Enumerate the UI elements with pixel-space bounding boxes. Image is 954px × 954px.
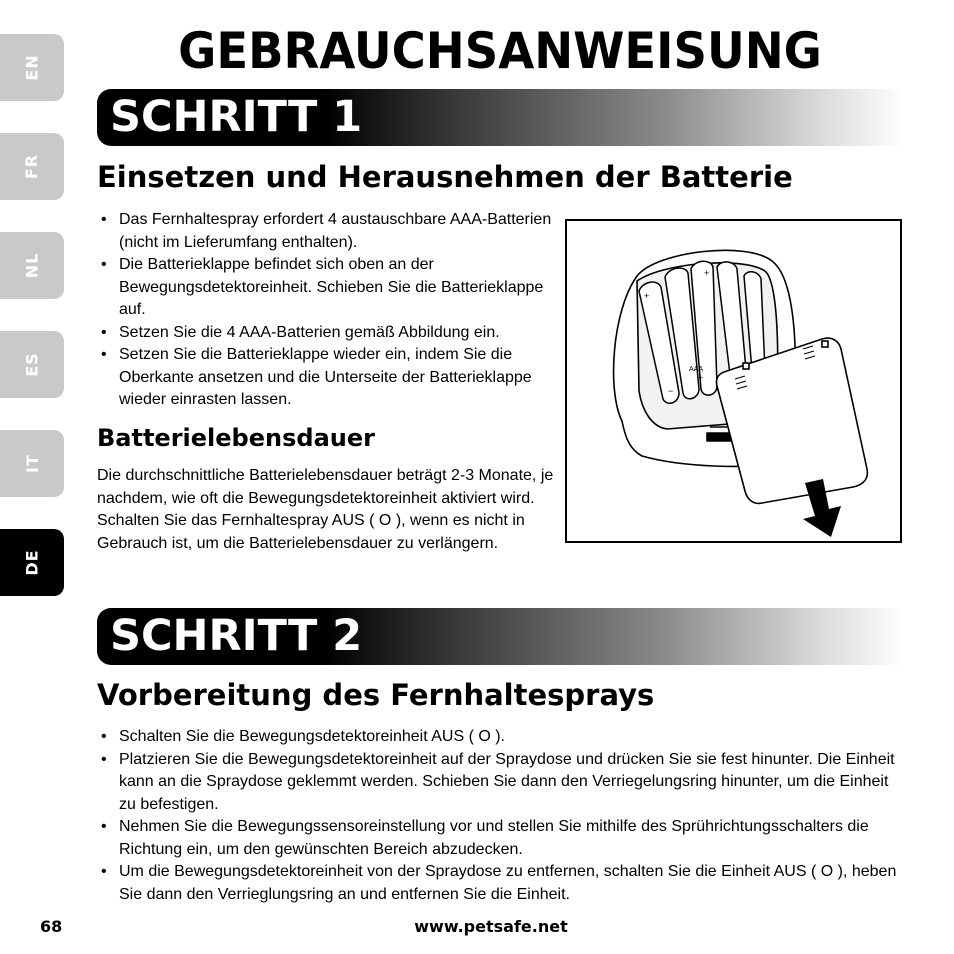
page-title: GEBRAUCHSANWEISUNG bbox=[178, 22, 822, 80]
list-item: • Die Batterieklappe befindet sich oben an der Bewegungsdetektoreinheit. Schieben Sie die Batterieklappe auf. bbox=[97, 254, 563, 322]
list-item: • Platzieren Sie die Bewegungsdetektoreinheit auf der Spraydose und drücken Sie sie fest hinunter. Die Einheit kann an die Spraydose geklemmt werden. Schieben Sie dann den Verriegelungsring hinunter, um die Einheit zu befestigen. bbox=[97, 749, 897, 817]
battery-plus-label: + bbox=[644, 291, 650, 301]
battery-life-heading: Batterielebensdauer bbox=[97, 424, 375, 452]
language-tab-label: EN bbox=[22, 54, 42, 81]
language-tab-label: IT bbox=[22, 454, 42, 473]
battery-type-label: AAA bbox=[689, 366, 704, 373]
battery-minus-label: − bbox=[668, 386, 674, 396]
list-item: • Setzen Sie die 4 AAA-Batterien gemäß Abbildung ein. bbox=[97, 322, 563, 345]
website-link[interactable]: www.petsafe.net bbox=[414, 917, 568, 936]
battery-plus-label: + bbox=[698, 373, 704, 383]
language-tab-label: FR bbox=[22, 153, 42, 180]
list-item: • Um die Bewegungsdetektoreinheit von der Spraydose zu entfernen, schalten Sie die Einheit AUS ( O ), heben Sie dann den Verrieglungsring an und entfernen Sie die Einheit. bbox=[97, 861, 897, 906]
language-tab-label: ES bbox=[22, 352, 42, 377]
language-tab-fr[interactable] bbox=[0, 133, 64, 200]
language-tab-it[interactable] bbox=[0, 430, 64, 497]
battery-life-paragraph: Die durchschnittliche Batterielebensdauer beträgt 2-3 Monate, je nachdem, wie oft die Bewegungsdetektoreinheit aktiviert wird. Schalten Sie das Fernhaltespray AUS ( O ), wenn es nicht in Gebrauch ist, um die Batterielebensdauer zu verlängern. bbox=[97, 467, 554, 552]
language-tab-es[interactable] bbox=[0, 331, 64, 398]
battery-compartment-drawing bbox=[567, 221, 900, 541]
step-1-bullet-list bbox=[97, 209, 563, 412]
step-2-banner-label: SCHRITT 2 bbox=[110, 611, 363, 661]
list-item: • Setzen Sie die Batterieklappe wieder ein, indem Sie die Oberkante ansetzen und die Unterseite der Batterieklappe wieder einrasten lassen. bbox=[97, 344, 563, 412]
step-2-banner bbox=[97, 608, 905, 665]
step-2-heading: Vorbereitung des Fernhaltesprays bbox=[97, 678, 655, 712]
language-tab-label: NL bbox=[22, 252, 42, 279]
list-item: • Nehmen Sie die Bewegungssensoreinstellung vor und stellen Sie mithilfe des Sprührichtungsschalters die Richtung ein, um den gewünschten Bereich abzudecken. bbox=[97, 816, 897, 861]
battery-illustration bbox=[565, 219, 902, 543]
step-2-bullet-list bbox=[97, 726, 897, 906]
step-1-banner bbox=[97, 89, 905, 146]
list-item: • Das Fernhaltespray erfordert 4 austauschbare AAA-Batterien (nicht im Lieferumfang enthalten). bbox=[97, 209, 563, 254]
page-number: 68 bbox=[40, 917, 63, 936]
step-1-banner-label: SCHRITT 1 bbox=[110, 92, 363, 142]
language-tab-label: DE bbox=[22, 549, 42, 576]
list-item: • Schalten Sie die Bewegungsdetektoreinheit AUS ( O ). bbox=[97, 726, 897, 749]
step-1-heading: Einsetzen und Herausnehmen der Batterie bbox=[97, 160, 793, 194]
language-tab-de[interactable] bbox=[0, 529, 64, 596]
battery-plus-label: + bbox=[704, 268, 710, 278]
language-tab-nl[interactable] bbox=[0, 232, 64, 299]
